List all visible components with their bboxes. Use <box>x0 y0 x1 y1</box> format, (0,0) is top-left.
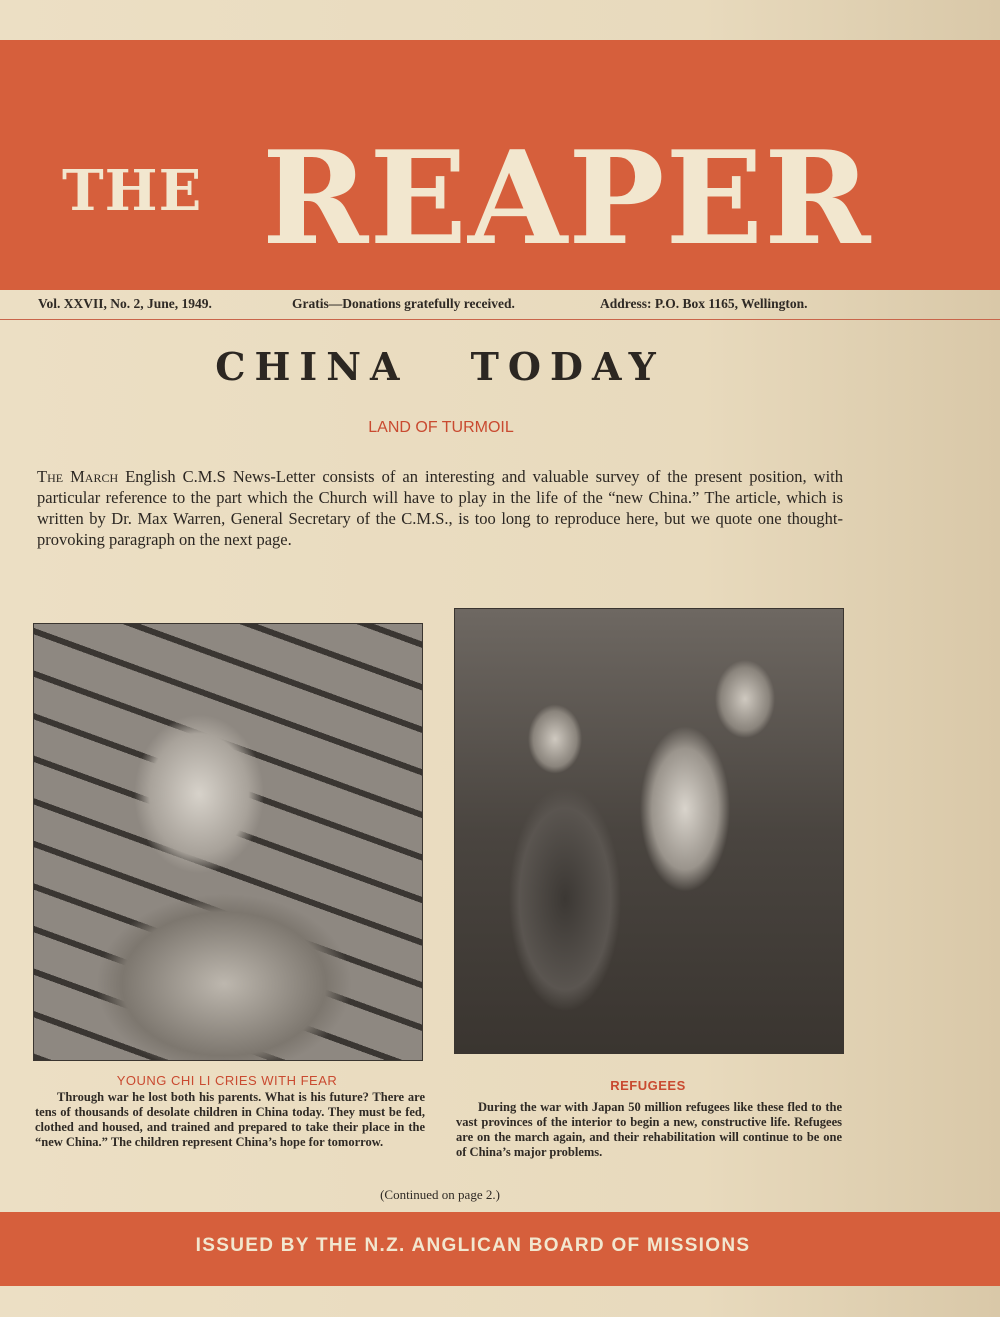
footer-text: ISSUED BY THE N.Z. ANGLICAN BOARD OF MISSIONS <box>195 1235 751 1256</box>
issue-volume: Vol. XXVII, No. 2, June, 1949. <box>38 296 212 311</box>
photo-caption-refugees: REFUGEES <box>610 1078 686 1093</box>
photo-crying-child <box>33 623 423 1061</box>
article-subhead: LAND OF TURMOIL <box>368 419 514 436</box>
article-headline: CHINA TODAY <box>215 344 665 389</box>
masthead-the: THE <box>62 158 203 224</box>
masthead-banner <box>0 40 1000 290</box>
photo-refugees <box>454 608 844 1054</box>
photo-text-child: Through war he lost both his parents. What is his future? There are tens of thousands of desolate children in China today. They must be fed, clothed and housed, and trained and prepared to take their place in the “new China.” The children represent China’s hope for tomorrow. <box>35 1090 425 1149</box>
article-intro <box>37 466 843 550</box>
issue-address: Address: P.O. Box 1165, Wellington. <box>600 296 808 311</box>
footer-banner <box>0 1212 1000 1286</box>
issue-gratis: Gratis—Donations gratefully received. <box>292 296 515 311</box>
masthead-title: REAPER <box>262 124 872 274</box>
intro-lead: The March <box>37 467 119 486</box>
intro-body: English C.M.S News-Letter consists of an interesting and valuable survey of the present position, with particular reference to the part which the Church will have to play in the life of the “new China.” The article, which is written by Dr. Max Warren, General Secretary of the C.M.S., is too long to reproduce here, but we quote one thought-provoking paragraph on the next page. <box>37 467 843 549</box>
header-rule <box>0 319 1000 320</box>
continued-note: (Continued on page 2.) <box>380 1187 500 1202</box>
photo-caption-child: YOUNG CHI LI CRIES WITH FEAR <box>116 1073 338 1088</box>
photo-text-refugees: During the war with Japan 50 million refugees like these fled to the vast provinces of the interior to begin a new, constructive life. Refugees are on the march again, and their rehabilitation will continue to be one of China’s major problems. <box>456 1100 842 1159</box>
issue-info-line <box>0 293 1000 315</box>
